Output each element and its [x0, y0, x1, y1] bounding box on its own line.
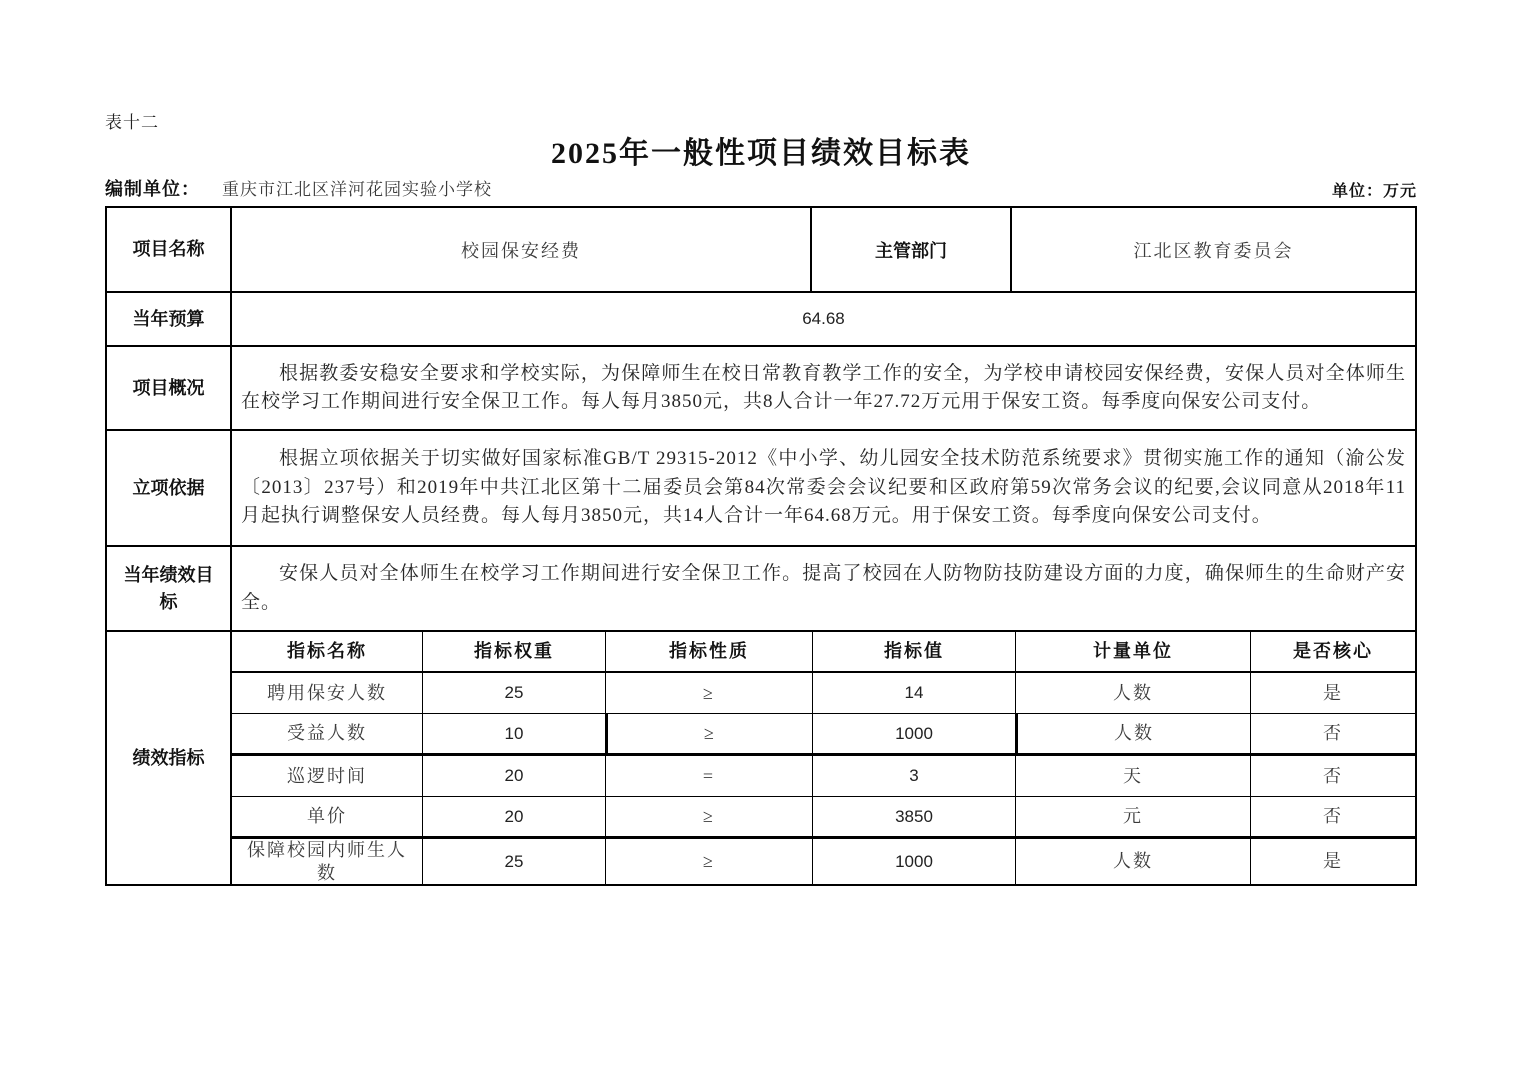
header-indicator-weight: 指标权重 [422, 632, 605, 671]
indicator-name: 受益人数 [287, 723, 367, 744]
indicators-label: 绩效指标 [107, 632, 232, 884]
table-row-overview [107, 347, 1415, 431]
indicator-unit: 元 [1015, 797, 1250, 836]
indicator-core: 否 [1250, 797, 1415, 836]
department-value: 江北区教育委员会 [1133, 240, 1294, 261]
prepared-by [105, 175, 492, 201]
prepared-by-value: 重庆市江北区洋河花园实验小学校 [222, 180, 492, 199]
indicator-value: 14 [812, 673, 1015, 712]
goal-cell [232, 547, 1415, 630]
header-indicator-nature: 指标性质 [605, 632, 812, 671]
project-name-label: 项目名称 [107, 208, 232, 291]
project-name-value: 校园保安经费 [232, 208, 812, 291]
indicator-weight: 10 [422, 714, 605, 753]
indicator-value: 1000 [812, 839, 1015, 884]
indicator-row [232, 796, 1415, 836]
table-row-indicators [107, 632, 1415, 884]
indicator-value: 1000 [812, 714, 1015, 753]
indicator-unit: 天 [1015, 756, 1250, 795]
indicator-core: 是 [1250, 839, 1415, 884]
indicator-weight: 25 [422, 839, 605, 884]
indicator-nature: ≥ [605, 839, 812, 884]
indicator-unit: 人数 [1015, 714, 1250, 753]
table-row-budget [107, 293, 1415, 347]
overview-cell [232, 347, 1415, 429]
indicator-nature: ≥ [605, 797, 812, 836]
indicator-row [232, 836, 1415, 884]
header-indicator-value: 指标值 [812, 632, 1015, 671]
overview-label: 项目概况 [107, 347, 232, 429]
indicator-nature: ≥ [605, 673, 812, 712]
goal-label: 当年绩效目标 [107, 547, 232, 630]
indicator-unit: 人数 [1015, 839, 1250, 884]
prepared-by-label: 编制单位： [105, 179, 200, 199]
indicator-name: 巡逻时间 [287, 765, 367, 786]
basis-text: 根据立项依据关于切实做好国家标准GB/T 29315-2012《中小学、幼儿园安全技术防范系统要求》贯彻实施工作的通知（渝公发〔2013〕237号）和2019年中共江北区第十二届委员会第84次常委会会议纪要和区政府第59次常务会议的纪要,会议同意从2018年11月起执行调整保安人员经费。每人每月3850元，共14人合计一年64.68万元。用于保安工资。每季度向保安公司支付。 [241, 448, 1406, 527]
table-number-tag: 表十二 [105, 113, 159, 132]
indicator-name: 单价 [307, 806, 347, 827]
performance-target-table [105, 206, 1417, 886]
page-title: 2025年一般性项目绩效目标表 [551, 137, 971, 170]
indicator-row [232, 753, 1415, 795]
table-row-goal [107, 547, 1415, 632]
basis-cell [232, 431, 1415, 545]
table-row-project [107, 208, 1415, 293]
indicator-nature: = [605, 756, 812, 795]
indicator-name: 聘用保安人数 [267, 682, 387, 703]
indicator-core: 是 [1250, 673, 1415, 712]
indicator-weight: 25 [422, 673, 605, 712]
indicator-value: 3 [812, 756, 1015, 795]
indicator-core: 否 [1250, 756, 1415, 795]
budget-label: 当年预算 [107, 293, 232, 345]
indicator-name: 保障校园内师生人数 [247, 840, 407, 883]
header-indicator-name: 指标名称 [287, 641, 367, 662]
indicator-weight: 20 [422, 756, 605, 795]
unit-note: 单位：万元 [1331, 183, 1417, 200]
table-row-basis [107, 431, 1415, 547]
meta-row [105, 175, 1417, 201]
header-is-core: 是否核心 [1250, 632, 1415, 671]
goal-text: 安保人员对全体师生在校学习工作期间进行安全保卫工作。提高了校园在人防物防技防建设方面的力度，确保师生的生命财产安全。 [241, 563, 1406, 613]
budget-value: 64.68 [802, 309, 845, 328]
indicator-nature: ≥ [605, 714, 812, 753]
department-label: 主管部门 [812, 208, 1012, 291]
indicator-core: 否 [1250, 714, 1415, 753]
indicator-value: 3850 [812, 797, 1015, 836]
indicator-unit: 人数 [1015, 673, 1250, 712]
indicator-row [232, 671, 1415, 712]
overview-text: 根据教委安稳安全要求和学校实际，为保障师生在校日常教育教学工作的安全，为学校申请校园安保经费，安保人员对全体师生在校学习工作期间进行安全保卫工作。每人每月3850元，共8人合计一年27.72万元用于保安工资。每季度向保安公司支付。 [241, 362, 1406, 412]
indicator-weight: 20 [422, 797, 605, 836]
header-measure-unit: 计量单位 [1015, 632, 1250, 671]
indicators-header-row [232, 632, 1415, 671]
indicators-table [232, 632, 1415, 884]
basis-label: 立项依据 [107, 431, 232, 545]
indicator-row [232, 713, 1415, 753]
